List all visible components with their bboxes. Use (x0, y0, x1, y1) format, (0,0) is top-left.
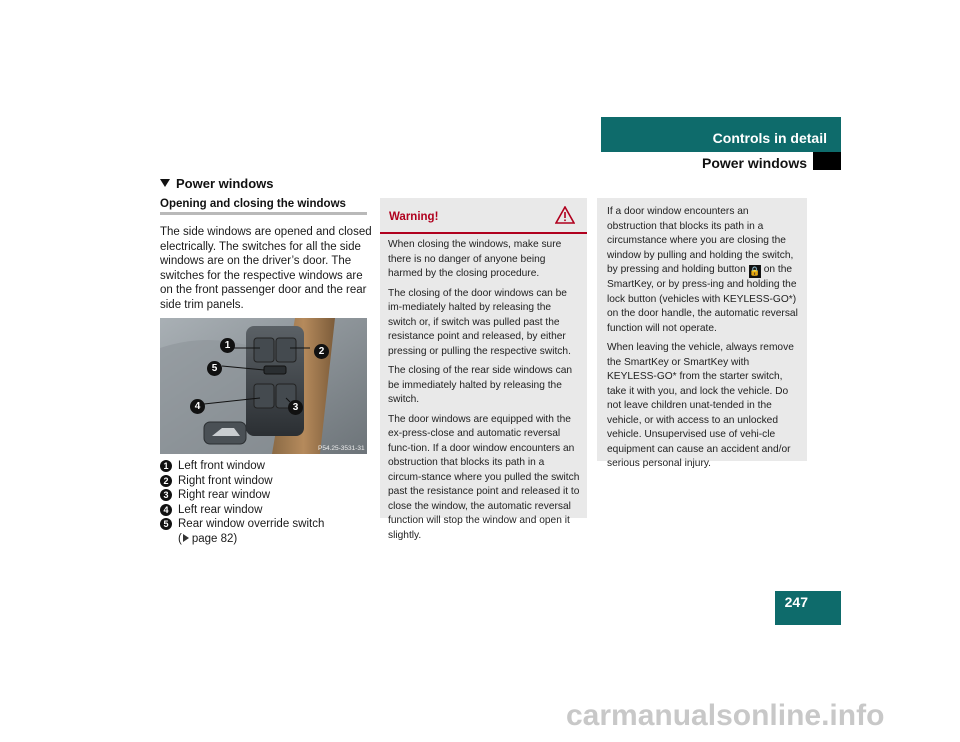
note-text (607, 205, 801, 477)
lock-key-icon: 🔒 (749, 266, 761, 276)
page-reference-link[interactable]: ( page 82) (178, 532, 238, 545)
body-paragraph: The side windows are opened and closed electrically. The switches for all the side windows are on the driver’s door. The switches for the respective windows are on the front passenger door and the rear side trim panels. (160, 226, 372, 311)
note-paragraph: If a door window encounters an obstruction that blocks its path in a circumstance where you are closing the window by pulling and holding the switch, by pressing and holding button 🔒 on the SmartKey, or by press-ing and holding the lock button (vehicles with KEYLESS-GO*) on the door handle, the automatic reversal function will not operate. (607, 206, 798, 334)
watermark: carmanualsonline.info (566, 699, 885, 732)
warning-title: Warning! (389, 211, 439, 223)
warning-paragraph: When closing the windows, make sure there is no danger of anyone being harmed by the closing procedure. (388, 239, 562, 279)
warning-rule (380, 232, 587, 234)
legend-item: 1 Left front window (160, 459, 375, 474)
triangle-bullet-icon (160, 179, 170, 187)
legend-item: 2 Right front window (160, 474, 375, 489)
subheading: Opening and closing the windows (160, 198, 346, 210)
callout-2: 2 (314, 341, 335, 359)
callout-1: 1 (220, 335, 241, 353)
window-switch-photo (160, 318, 367, 454)
page-number: 247 (784, 594, 808, 610)
legend-list (160, 459, 375, 547)
legend-item: 4 Left rear window (160, 503, 375, 518)
callout-3: 3 (288, 397, 309, 415)
section-title: Power windows (701, 155, 807, 171)
callout-4: 4 (190, 396, 211, 414)
subheading-rule (160, 212, 367, 215)
arrow-right-icon (183, 534, 189, 542)
legend-item: 5 Rear window override switch (160, 517, 375, 532)
warning-paragraph: The closing of the door windows can be im-mediately halted by releasing the switch or, if switch was pulled past the resistance point and released, by either pressing or pulling the respective switch. (388, 287, 571, 357)
figure-code: P54.25-3531-31 (318, 445, 365, 452)
callout-5: 5 (207, 358, 228, 376)
warning-paragraph: The door windows are equipped with the ex-press-close and automatic reversal func-tion. If a door window encounters an obstruction that blocks its path in a circum-stance where you pulled the switch past the resistance point and released it to close the window, the automatic reversal function will stop the window and open it slightly. (388, 413, 580, 541)
warning-text (388, 238, 580, 548)
header-tab-marker (813, 152, 841, 170)
warning-paragraph: The closing of the rear side windows can be immediately halted by releasing the switch. (388, 365, 573, 405)
note-paragraph: When leaving the vehicle, always remove the SmartKey or SmartKey with KEYLESS-GO* from the starter switch, take it with you, and lock the vehicle. Do not leave children unat-tended in the vehicle, or with access to an unlocked vehicle. Unsupervised use of vehi-cle equipment can cause an accident and/or serious personal injury. (607, 342, 794, 469)
section-heading: Power windows (160, 176, 274, 191)
legend-item: 3 Right rear window (160, 488, 375, 503)
warning-triangle-icon (555, 206, 575, 229)
chapter-title: Controls in detail (712, 130, 827, 146)
